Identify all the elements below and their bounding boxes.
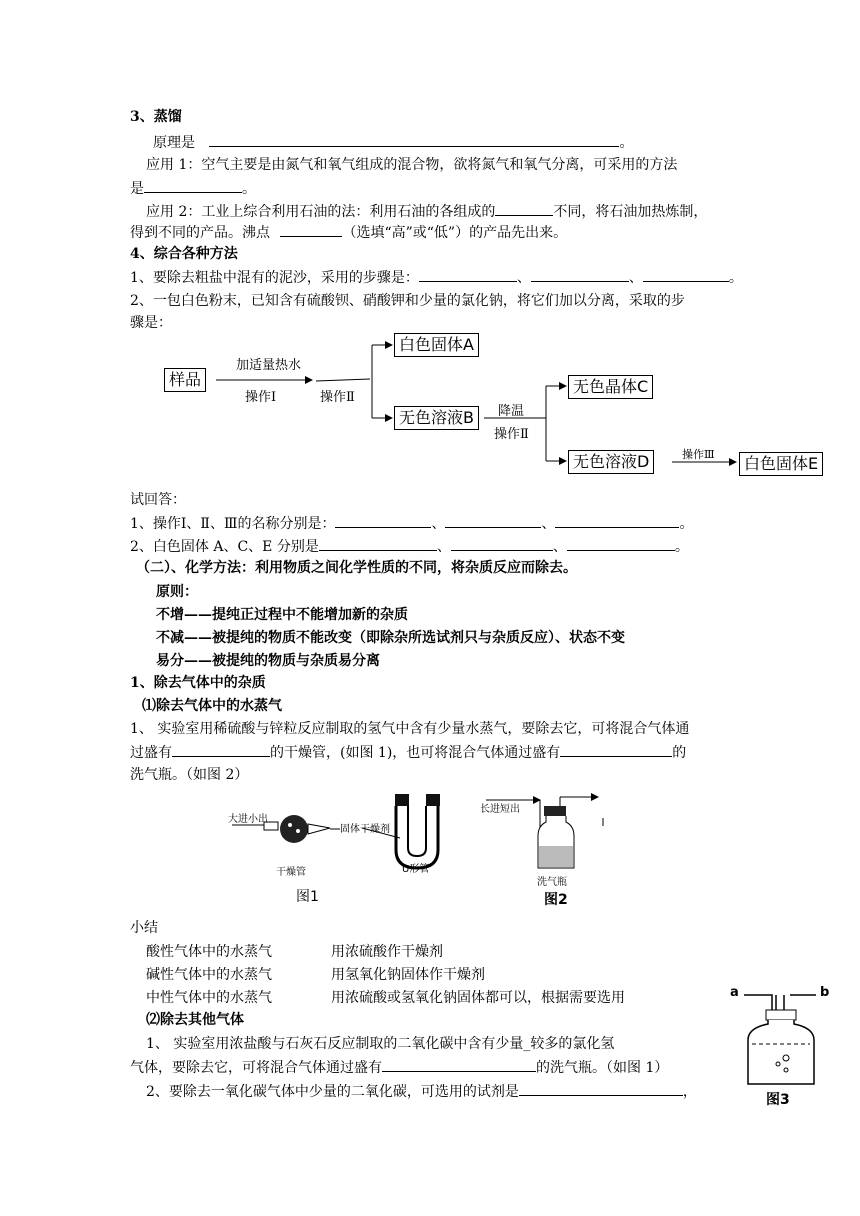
- app2-text3: 得到不同的产品。沸点: [130, 225, 270, 241]
- gas-q1b-text2: 的干燥管，(如图 1)，也可将混合气体通过盛有: [270, 745, 561, 761]
- fig1-u-label: U形管: [402, 864, 430, 875]
- flow-op3-label: 操作Ⅲ: [682, 448, 715, 461]
- section-4-heading: 4、综合各种方法: [130, 246, 238, 262]
- s4-q1-text: 1、要除去粗盐中混有的泥沙，采用的步骤是：: [130, 270, 419, 286]
- chem-p3: 易分——被提纯的物质与杂质易分离: [156, 653, 380, 669]
- flow-op2b-label: 操作Ⅱ: [494, 427, 529, 442]
- gas-q1b-text: 过盛有: [130, 745, 172, 761]
- answers-q1-text: 1、操作Ⅰ、Ⅱ、Ⅲ的名称分别是：: [130, 516, 336, 532]
- fig2-bottle-label: 洗气瓶: [537, 877, 567, 888]
- flow-op2-label: 操作Ⅱ: [320, 390, 355, 405]
- app2-text2: 不同，将石油加热炼制，: [553, 204, 708, 220]
- principle-text: 原理是: [153, 135, 195, 151]
- summary-row-value: 用浓硫酸或氢氧化钠固体都可以，根据需要选用: [331, 990, 625, 1006]
- answers-intro: 试回答：: [130, 492, 186, 508]
- fig3-a-label: a: [730, 985, 739, 1000]
- s4-q1: 1、要除去粗盐中混有的泥沙，采用的步骤是： 、 、 。: [130, 267, 743, 288]
- summary-row-key: 中性气体中的水蒸气: [146, 990, 272, 1006]
- s4-q2b: 骤是：: [130, 315, 172, 331]
- gas-q1b-text3: 的: [672, 745, 687, 761]
- chem-principle: 原则：: [156, 584, 198, 600]
- app1-text: 是: [130, 181, 144, 197]
- flow-add-water-label: 加适量热水: [236, 358, 302, 373]
- gas-q1c: 洗气瓶。（如图 2）: [130, 767, 249, 783]
- app2-text: 应用 2：工业上综合利用石油的法：利用石油的各组成的: [146, 204, 496, 220]
- summary-row-key: 酸性气体中的水蒸气: [146, 944, 272, 960]
- fig1-dry-label: 干燥管: [276, 867, 306, 878]
- other-sub2: ⑵除去其他气体: [146, 1012, 244, 1028]
- gas-q1a: 1、 实验室用稀硫酸与锌粒反应制取的氢气中含有少量水蒸气，要除去它，可将混合气体通: [130, 721, 690, 737]
- fig1-caption: 图1: [296, 889, 319, 905]
- answers-q1: 1、操作Ⅰ、Ⅱ、Ⅲ的名称分别是： 、 、 。: [130, 513, 693, 534]
- flow-cool-label: 降温: [498, 404, 525, 419]
- gas-sub1: ⑴除去气体中的水蒸气: [142, 698, 282, 714]
- chem-p1: 不增——提纯正过程中不能增加新的杂质: [156, 607, 408, 623]
- principle-line: 原理是 。: [153, 132, 633, 153]
- flow-sample-box: 样品: [164, 368, 206, 392]
- summary-row-value: 用浓硫酸作干燥剂: [331, 944, 443, 960]
- summary-row-value: 用氢氧化钠固体作干燥剂: [331, 967, 485, 983]
- fig2-in-label: 长进短出: [480, 804, 520, 815]
- other-q1b-text: 气体，要除去它，可将混合气体通过盛有: [130, 1060, 382, 1076]
- answers-q2: 2、白色固体 A、C、E 分别是 、 、 。: [130, 536, 689, 557]
- chem-p2: 不减——被提纯的物质不能改变（即除杂所选试剂只与杂质反应）、状态不变: [156, 630, 625, 646]
- gas-heading: 1、除去气体中的杂质: [130, 675, 266, 691]
- other-q1b-text2: 的洗气瓶。（如图 1）: [536, 1060, 669, 1076]
- answers-q2-text: 2、白色固体 A、C、E 分别是: [130, 539, 319, 555]
- chem-heading: （二）、化学方法：利用物质之间化学性质的不同，将杂质反应而除去。: [136, 560, 577, 576]
- flow-solution-b-box: 无色溶液B: [394, 406, 479, 430]
- s4-q2: 2、一包白色粉末，已知含有硫酸钡、硝酸钾和少量的氯化钠，将它们加以分离，采取的步: [130, 293, 685, 309]
- other-q1a: 1、 实验室用浓盐酸与石灰石反应制取的二氧化碳中含有少量_较多的氯化氢: [146, 1036, 615, 1052]
- section-3-heading: 3、蒸馏: [130, 109, 182, 125]
- app1-line2: 是 。: [130, 178, 256, 199]
- flow-solution-d-box: 无色溶液D: [568, 450, 654, 474]
- other-q2-end: ，: [682, 1084, 697, 1100]
- flow-solid-e-box: 白色固体E: [739, 452, 823, 476]
- app1-line: 应用 1：空气主要是由氮气和氧气组成的混合物，欲将氮气和氧气分离，可采用的方法: [146, 157, 678, 173]
- flow-crystal-c-box: 无色晶体C: [568, 375, 653, 399]
- app2-text4: （选填“高”或“低”）的产品先出来。: [342, 225, 568, 241]
- fig3-caption: 图3: [766, 1092, 790, 1108]
- fig3-b-label: b: [820, 985, 830, 1000]
- fig1-agent-label: 固体干燥剂: [340, 824, 390, 835]
- other-q2-text: 2、要除去一氧化碳气体中少量的二氧化碳，可选用的试剂是: [146, 1084, 519, 1100]
- flow-solid-a-box: 白色固体A: [394, 333, 479, 357]
- fig1-in-label: 大进小出: [228, 814, 268, 825]
- fig2-caption: 图2: [544, 892, 568, 908]
- summary-title: 小结: [130, 920, 158, 936]
- summary-row-key: 碱性气体中的水蒸气: [146, 967, 272, 983]
- flow-op1-label: 操作Ⅰ: [245, 390, 277, 405]
